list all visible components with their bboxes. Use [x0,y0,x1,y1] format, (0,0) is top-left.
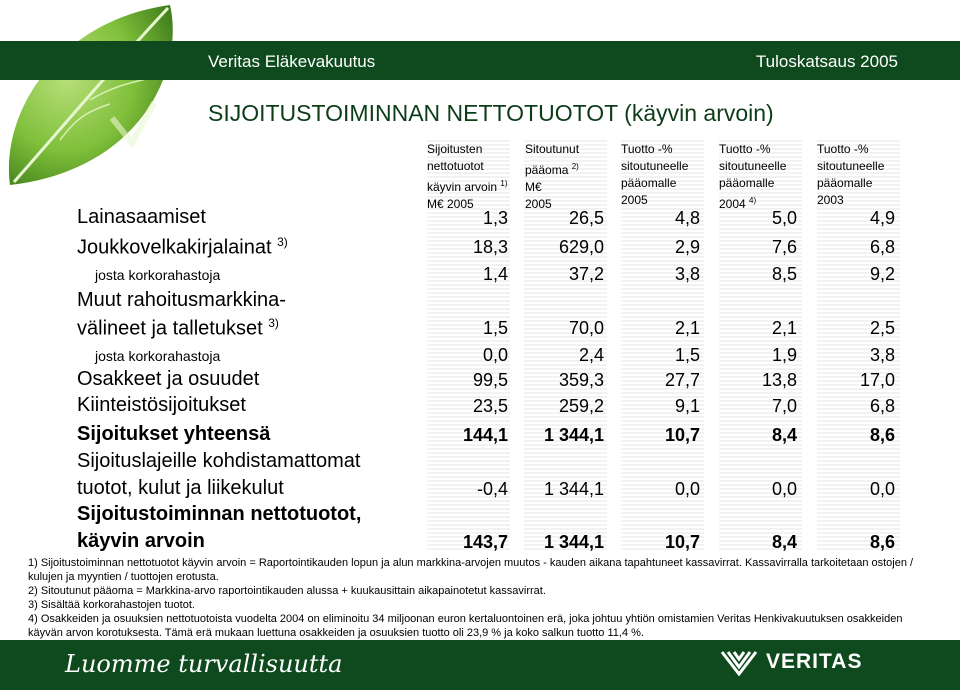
column-header-line: M€ 2005 [427,197,474,211]
table-cell: 1 344,1 [543,479,604,499]
table-cell: 8,6 [869,425,895,445]
table-cell: 1,3 [482,208,508,228]
column-header-line: käyvin arvoin $^{1)}$ [427,179,508,194]
table-cell: 99,5 [472,370,508,390]
table-cell: 359,3 [558,370,604,390]
table-cell: 6,8 [869,396,895,416]
row-label: Sijoituslajeille kohdistamattomat [77,450,361,472]
veritas-v-icon [720,648,758,676]
table-cell: 1,9 [771,345,797,365]
column-header-line: pääomalle [719,176,775,190]
logo-text: VERITAS [766,650,863,673]
column-header-line: Tuotto -% [621,142,673,156]
column-header-line: sitoutuneelle [817,159,885,173]
table-cell: 1 344,1 [543,425,604,445]
table-cell: 8,4 [771,532,797,552]
slogan: Luomme turvallisuutta [65,650,343,678]
footnote: 1) Sijoitustoiminnan nettotuotot käyvin arvoin = Raportointikauden lopun ja alun markkina-arvojen muutos - kauden aikana tapahtuneet kassavirrat. Kassavirralla tarkoitetaan ostojen / kulujen ja myyntien / tuottojen erotusta. [28,557,914,583]
table-cell: 4,9 [869,208,895,228]
table-cell: 23,5 [472,396,508,416]
row-label: Sijoitukset yhteensä [77,423,271,445]
table-cell: 1,5 [482,318,508,338]
column-header-line: 2004 $^{4)}$ [719,196,757,211]
table-cell: 143,7 [462,532,508,552]
column-header-line: M€ [525,180,542,194]
table-cell: 17,0 [859,370,895,390]
column-header-line: Tuotto -% [719,142,771,156]
row-label: Muut rahoitusmarkkina- [77,289,286,311]
row-label: Sijoitustoiminnan nettotuotot, [77,503,362,525]
footnote: 4) Osakkeiden ja osuuksien nettotuotoista vuodelta 2004 on eliminoitu 34 miljoonan euron kertaluontoinen erä, joka johtuu yhtiön omistamien Veritas Henkivakuutuksen osakkeiden käyvän arvon korotuksesta. Tämä erä mukaan luettuna osakkeiden ja osuuksien tuotto oli 23,9 % ja koko salkun tuotto 11,4 %. [28,613,903,639]
column-header [427,141,508,213]
table-cell: 0,0 [482,345,508,365]
row-label: josta korkorahastoja [95,348,221,364]
footnote: 2) Sitoutunut pääoma = Markkina-arvo raportointikauden alussa + kuukausittain aikapainotetut kassavirrat. [28,585,546,597]
table-cell: 7,0 [771,396,797,416]
table-cell: 5,0 [771,208,797,228]
column-header-line: pääomalle [621,176,677,190]
row-label: Osakkeet ja osuudet [77,368,260,390]
column-header-line: sitoutuneelle [719,159,787,173]
column-header-line: pääomalle [817,176,873,190]
table-cell: 13,8 [761,370,797,390]
table-cell: 8,6 [869,532,895,552]
footnotes [28,556,933,640]
report-title: Tuloskatsaus 2005 [755,52,898,71]
footnote-ref: 4) [749,196,757,205]
row-label: tuotot, kulut ja liikekulut [77,477,284,499]
column-header-line: Sijoitusten [427,142,483,156]
table-cell: 27,7 [664,370,700,390]
column-header-line: 2005 [525,197,552,211]
table-cell: 629,0 [558,237,604,257]
table-cell: 9,2 [869,264,895,284]
table-cell: 10,7 [664,425,700,445]
table-cell: 144,1 [462,425,508,445]
table-cell: 0,0 [771,479,797,499]
row-label: Joukkovelkakirjalainat $^{3)}$ [77,235,288,259]
column-header-line: pääoma $^{2)}$ [525,162,579,177]
table-cell: 259,2 [558,396,604,416]
table-cell: 4,8 [674,208,700,228]
veritas-logo [720,648,862,676]
table-cell: 10,7 [664,532,700,552]
table-cell: 37,2 [568,264,604,284]
column-header-line: nettotuotot [427,159,484,173]
row-label: käyvin arvoin [77,530,205,552]
table-cell: 26,5 [568,208,604,228]
row-label: välineet ja talletukset $^{3)}$ [77,316,279,340]
table-cell: 1,5 [674,345,700,365]
table-cell: 8,4 [771,425,797,445]
table-cell: 2,1 [674,318,700,338]
table-cell: 70,0 [568,318,604,338]
table-cell: 3,8 [869,345,895,365]
column-header [525,141,579,213]
table-cell: 7,6 [771,237,797,257]
table-cell: 18,3 [472,237,508,257]
table-cell: 0,0 [869,479,895,499]
column-header [621,141,688,209]
table-cell: 2,5 [869,318,895,338]
table-cell: 6,8 [869,237,895,257]
row-label: Lainasaamiset [77,206,206,228]
column-header-line: 2005 [621,193,648,207]
column-header [817,141,884,209]
row-label: Kiinteistösijoitukset [77,394,246,416]
leaf-image [0,0,190,200]
footnote: 3) Sisältää korkorahastojen tuotot. [28,599,195,611]
table-cell: 2,4 [578,345,604,365]
column-header-line: Sitoutunut [525,142,580,156]
table-cell: 8,5 [771,264,797,284]
footnote-ref: 2) [571,162,579,171]
table-cell: 3,8 [674,264,700,284]
table-cell: 2,1 [771,318,797,338]
footnote-ref: 1) [500,179,508,188]
column-header-line: sitoutuneelle [621,159,689,173]
table-cell: 1 344,1 [543,532,604,552]
page-title: SIJOITUSTOIMINNAN NETTOTUOTOT (käyvin arvoin) [208,100,774,126]
table-cell: 9,1 [674,396,700,416]
brand-name: Veritas Eläkevakuutus [208,52,376,71]
table-cell: 2,9 [674,237,700,257]
table-cell: -0,4 [476,479,508,499]
column-header-line: 2003 [817,193,844,207]
footnote-ref: 3) [277,235,288,249]
row-label: josta korkorahastoja [95,267,221,283]
table-cell: 1,4 [482,264,508,284]
column-header [719,141,786,213]
footnote-ref: 3) [268,316,279,330]
column-header-line: Tuotto -% [817,142,869,156]
table-cell: 0,0 [674,479,700,499]
